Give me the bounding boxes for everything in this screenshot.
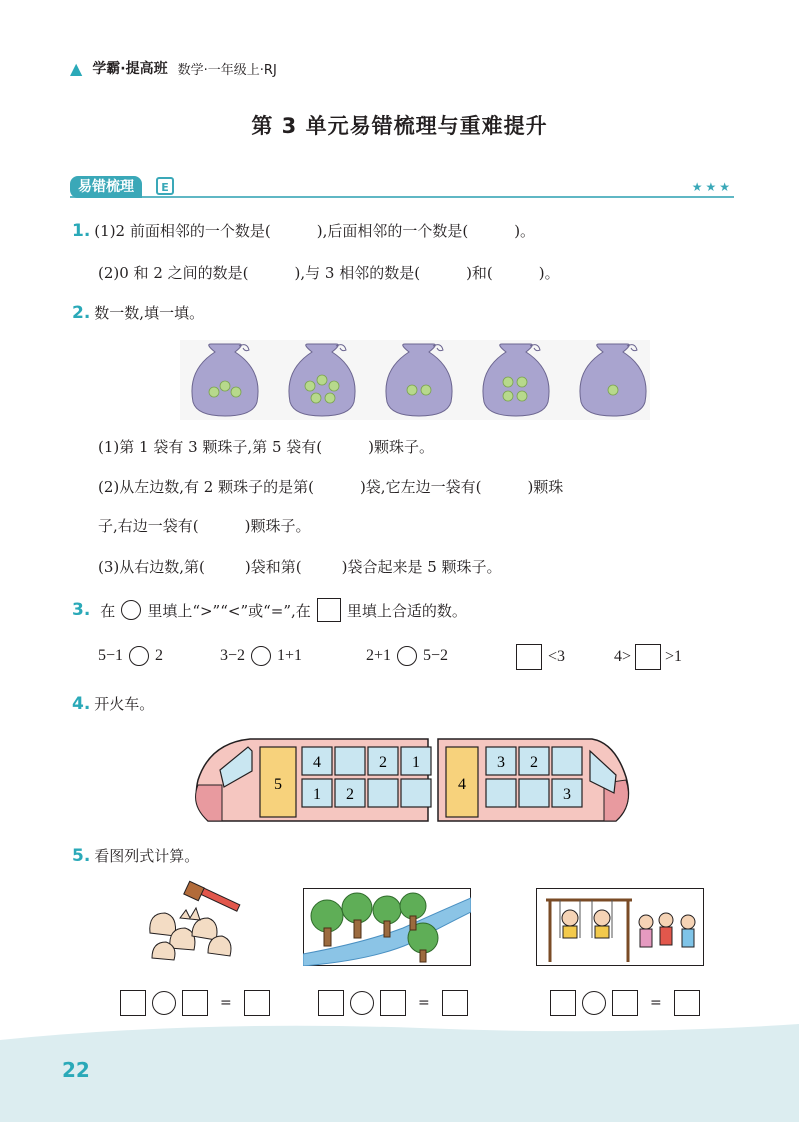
q2-p2-e: )颗珠子。 bbox=[244, 517, 311, 535]
q5-2-circle[interactable] bbox=[350, 991, 374, 1015]
q5-3-box-b[interactable] bbox=[612, 990, 638, 1016]
q3-e3-circle[interactable] bbox=[397, 646, 417, 666]
bead bbox=[209, 387, 219, 397]
q5-3-box-result[interactable] bbox=[674, 990, 700, 1016]
q2-prompt-text: 数一数,填一填。 bbox=[94, 304, 205, 322]
q2-p3-b: )袋和第( bbox=[244, 558, 302, 576]
q2-part2 bbox=[98, 476, 563, 497]
trees-river-picture bbox=[303, 888, 471, 966]
q5-2-box-b[interactable] bbox=[380, 990, 406, 1016]
q2-p2-a: (2)从左边数,有 2 颗珠子的是第( bbox=[98, 478, 314, 496]
q5-eq-3 bbox=[550, 990, 700, 1016]
q1-text-c: )。 bbox=[514, 222, 536, 240]
q5-prompt bbox=[72, 845, 199, 866]
q5-3-circle[interactable] bbox=[582, 991, 606, 1015]
bead bbox=[305, 381, 315, 391]
q3-expr-3 bbox=[366, 646, 448, 666]
square-blank-icon bbox=[317, 598, 341, 622]
q1-line2 bbox=[98, 262, 560, 283]
q2-p1-a: (1)第 1 袋有 3 颗珠子,第 5 袋有( bbox=[98, 438, 323, 456]
bead bbox=[421, 385, 431, 395]
q3-expr-5 bbox=[614, 644, 682, 670]
q1-text-f: )和( bbox=[466, 264, 493, 282]
train-left-window-number: 2 bbox=[346, 786, 354, 803]
section-badge-icon: E bbox=[156, 177, 174, 195]
q2-p2-c: )颗珠 bbox=[527, 478, 564, 496]
q5-eq-2 bbox=[318, 990, 468, 1016]
q3-prompt-c: 里填上合适的数。 bbox=[346, 601, 467, 620]
q5-eq-1 bbox=[120, 990, 270, 1016]
q5-1-equals: = bbox=[220, 995, 232, 1011]
q3-e2-right: 1+1 bbox=[277, 647, 303, 664]
q3-expr-4 bbox=[516, 644, 565, 670]
train-right-window bbox=[519, 779, 549, 807]
q1-number: 1. bbox=[72, 221, 91, 241]
q3-e3-left: 2+1 bbox=[366, 647, 392, 664]
q2-part3 bbox=[98, 556, 502, 577]
q3-e1-right: 2 bbox=[155, 647, 164, 664]
train-right-window bbox=[486, 779, 516, 807]
q3-expr-1 bbox=[98, 646, 163, 666]
bead bbox=[317, 375, 327, 385]
bead bbox=[517, 377, 527, 387]
q3-e4-right: <3 bbox=[548, 648, 566, 665]
q3-e3-right: 5−2 bbox=[423, 647, 449, 664]
brand-label: 学霸·提高班 bbox=[92, 61, 168, 77]
q3-prompt-a: 在 bbox=[100, 601, 116, 620]
subject-label: 数学·一年级上·RJ bbox=[177, 62, 277, 78]
bead-bags-figure bbox=[180, 340, 650, 420]
q4-number: 4. bbox=[72, 694, 91, 714]
q3-e2-left: 3−2 bbox=[220, 647, 246, 664]
bead bbox=[220, 381, 230, 391]
egg-picture bbox=[130, 878, 250, 968]
q3-expr-2 bbox=[220, 646, 302, 666]
q2-part2-cont bbox=[98, 515, 310, 536]
q4-prompt bbox=[72, 693, 154, 714]
train-left-window-number: 1 bbox=[412, 754, 420, 771]
q5-3-equals: = bbox=[650, 995, 662, 1011]
train-right-window bbox=[552, 747, 582, 775]
circle-blank-icon bbox=[121, 600, 141, 620]
q3-e5-right: >1 bbox=[665, 648, 683, 665]
q3-e5-box[interactable] bbox=[635, 644, 661, 670]
q5-2-box-a[interactable] bbox=[318, 990, 344, 1016]
train-figure bbox=[190, 735, 635, 825]
q3-prompt-b: 里填上“>”“<”或“=”,在 bbox=[147, 601, 311, 620]
q1-text-a: (1)2 前面相邻的一个数是( bbox=[94, 222, 271, 240]
q5-1-box-result[interactable] bbox=[244, 990, 270, 1016]
q5-1-box-b[interactable] bbox=[182, 990, 208, 1016]
bead bbox=[231, 387, 241, 397]
bead bbox=[608, 385, 618, 395]
train-left-window bbox=[335, 747, 365, 775]
train-left-window-number: 4 bbox=[313, 754, 321, 771]
q2-p1-b: )颗珠子。 bbox=[368, 438, 434, 456]
q2-part1 bbox=[98, 436, 434, 457]
train-right-window-number: 3 bbox=[563, 786, 571, 803]
q3-e1-left: 5−1 bbox=[98, 647, 124, 664]
swing-picture bbox=[536, 888, 704, 966]
q3-number: 3. bbox=[72, 600, 91, 620]
q3-prompt bbox=[72, 598, 467, 622]
train-door-left-number: 5 bbox=[274, 776, 282, 793]
difficulty-stars: ★★★ bbox=[691, 180, 733, 194]
page-title: 第 3 单元易错梳理与重难提升 bbox=[251, 114, 548, 138]
q1-text-g: )。 bbox=[538, 264, 560, 282]
bead bbox=[325, 393, 335, 403]
q3-e4-box[interactable] bbox=[516, 644, 542, 670]
q2-prompt bbox=[72, 302, 204, 323]
q5-prompt-text: 看图列式计算。 bbox=[94, 847, 200, 865]
q5-2-box-result[interactable] bbox=[442, 990, 468, 1016]
q4-prompt-text: 开火车。 bbox=[94, 695, 155, 713]
section-divider bbox=[70, 196, 734, 198]
q2-p2-d: 子,右边一袋有( bbox=[98, 517, 199, 535]
q1-text-d: (2)0 和 2 之间的数是( bbox=[98, 264, 249, 282]
q5-number: 5. bbox=[72, 846, 91, 866]
bead bbox=[517, 391, 527, 401]
q5-1-box-a[interactable] bbox=[120, 990, 146, 1016]
q1-text-b: ),后面相邻的一个数是( bbox=[316, 222, 469, 240]
train-left-window-number: 1 bbox=[313, 786, 321, 803]
q1-text-e: ),与 3 相邻的数是( bbox=[294, 264, 421, 282]
bead bbox=[311, 393, 321, 403]
bead bbox=[503, 377, 513, 387]
q1-line1 bbox=[72, 220, 535, 241]
train-right-window-number: 2 bbox=[530, 754, 538, 771]
q5-3-box-a[interactable] bbox=[550, 990, 576, 1016]
q5-1-circle[interactable] bbox=[152, 991, 176, 1015]
mortarboard-icon: ▲ bbox=[70, 58, 83, 78]
q3-e1-circle[interactable] bbox=[129, 646, 149, 666]
bead bbox=[329, 381, 339, 391]
train-left-window-number: 2 bbox=[379, 754, 387, 771]
footer-wave bbox=[0, 1020, 799, 1122]
q3-e5-left: 4> bbox=[614, 648, 632, 665]
bead bbox=[503, 391, 513, 401]
bead bbox=[407, 385, 417, 395]
train-left-window bbox=[401, 779, 431, 807]
section-tag: 易错梳理 bbox=[70, 176, 142, 198]
q2-p3-c: )袋合起来是 5 颗珠子。 bbox=[341, 558, 502, 576]
q3-e2-circle[interactable] bbox=[251, 646, 271, 666]
q2-number: 2. bbox=[72, 303, 91, 323]
train-door-right-number: 4 bbox=[458, 776, 466, 793]
train-left-window bbox=[368, 779, 398, 807]
page-number: 22 bbox=[62, 1058, 90, 1082]
q5-2-equals: = bbox=[418, 995, 430, 1011]
running-header bbox=[70, 58, 277, 78]
q2-p3-a: (3)从右边数,第( bbox=[98, 558, 205, 576]
q2-p2-b: )袋,它左边一袋有( bbox=[359, 478, 482, 496]
train-right-window-number: 3 bbox=[497, 754, 505, 771]
